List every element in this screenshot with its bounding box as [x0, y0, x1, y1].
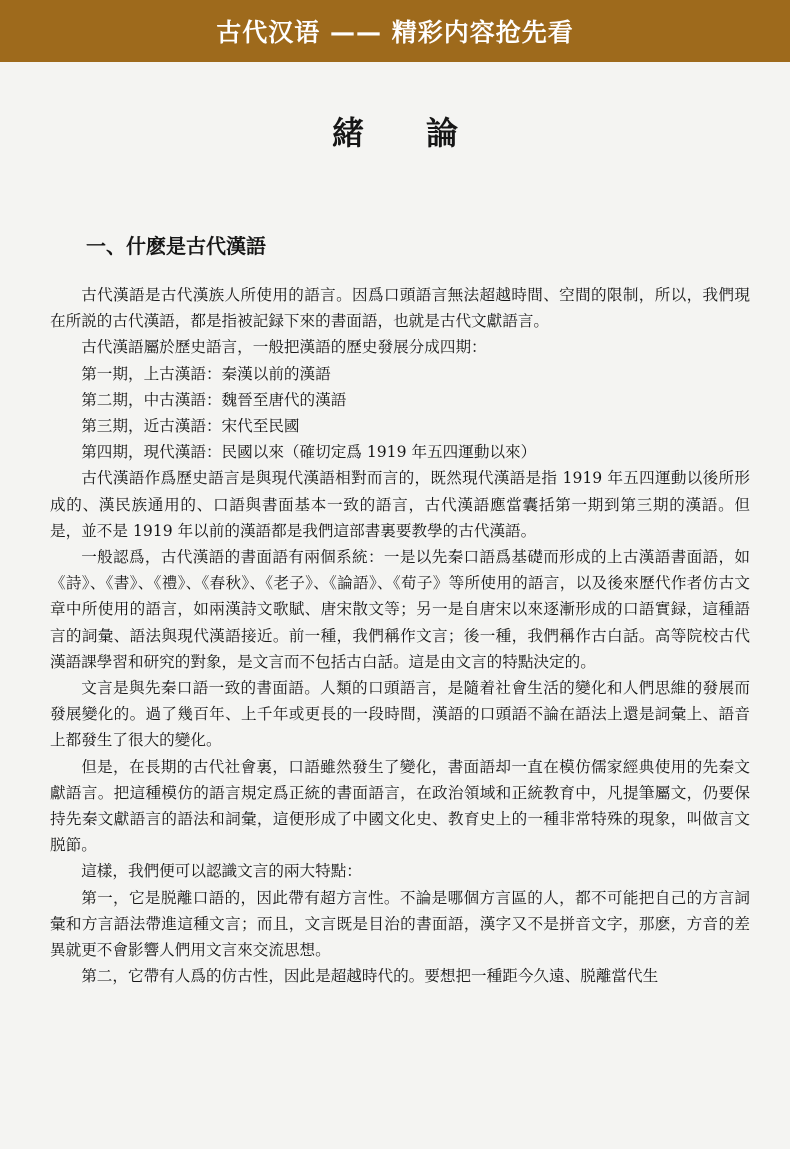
paragraph: 這樣，我們便可以認識文言的兩大特點： [81, 862, 362, 881]
paragraph: 古代漢語作爲歷史語言是與現代漢語相對而言的，既然現代漢語是指 1919 年五四運動以後所形成的、漢民族通用的、口語與書面基本一致的語言，古代漢語應當囊括第一期到第三期的漢語。但是，並不是 1919 年以前的漢語都是我們這部書裏要教學的古代漢語。 [50, 469, 750, 540]
paragraph: 古代漢語屬於歷史語言，一般把漢語的歷史發展分成四期： [81, 338, 487, 357]
chapter-title: 緒論 [331, 114, 520, 152]
paragraph: 第一，它是脱離口語的，因此帶有超方言性。不論是哪個方言區的人，都不可能把自己的方言詞彙和方言語法帶進這種文言；而且，文言既是目治的書面語，漢字又不是拼音文字，那麽，方音的差異就更不會影響人們用文言來交流思想。 [50, 888, 750, 960]
paragraph: 古代漢語是古代漢族人所使用的語言。因爲口頭語言無法超越時間、空間的限制，所以，我們現在所説的古代漢語，都是指被記録下來的書面語，也就是古代文獻語言。 [50, 286, 750, 331]
paragraph: 第二，它帶有人爲的仿古性，因此是超越時代的。要想把一種距今久遠、脱離當代生 [81, 967, 659, 986]
body-text [50, 282, 750, 989]
banner-title: 古代汉语 —— 精彩内容抢先看 [216, 18, 574, 47]
period-item: 第四期，現代漢語：民國以來（確切定爲 1919 年五四運動以來） [81, 443, 537, 462]
paragraph: 但是，在長期的古代社會裏，口語雖然發生了變化，書面語却一直在模仿儒家經典使用的先秦文獻語言。把這種模仿的語言規定爲正統的書面語言，在政治領域和正統教育中，凡提筆屬文，仍要保持先秦文獻語言的語法和詞彙，這便形成了中國文化史、教育史上的一種非常特殊的現象，叫做言文脱節。 [50, 757, 750, 855]
paragraph: 一般認爲，古代漢語的書面語有兩個系統：一是以先秦口語爲基礎而形成的上古漢語書面語，如《詩》、《書》、《禮》、《春秋》、《老子》、《論語》、《荀子》等所使用的語言，以及後來歷代作者仿古文章中所使用的語言，如兩漢詩文歌賦、唐宋散文等；另一是自唐宋以來逐漸形成的口語實録，這種語言的詞彙、語法與現代漢語接近。前一種，我們稱作文言；後一種，我們稱作古白話。高等院校古代漢語課學習和研究的對象，是文言而不包括古白話。這是由文言的特點決定的。 [50, 548, 750, 671]
period-item: 第二期，中古漢語：魏晉至唐代的漢語 [81, 390, 347, 409]
section-heading: 一、什麽是古代漢語 [86, 234, 266, 258]
header-banner [0, 0, 790, 62]
book-page [0, 62, 790, 1149]
period-item: 第三期，近古漢語：宋代至民國 [81, 417, 300, 436]
paragraph: 文言是與先秦口語一致的書面語。人類的口頭語言，是隨着社會生活的變化和人們思維的發展而發展變化的。過了幾百年、上千年或更長的一段時間，漢語的口頭語不論在語法上還是詞彙上、語音上都發生了很大的變化。 [50, 679, 750, 750]
period-item: 第一期，上古漢語：秦漢以前的漢語 [81, 364, 331, 383]
